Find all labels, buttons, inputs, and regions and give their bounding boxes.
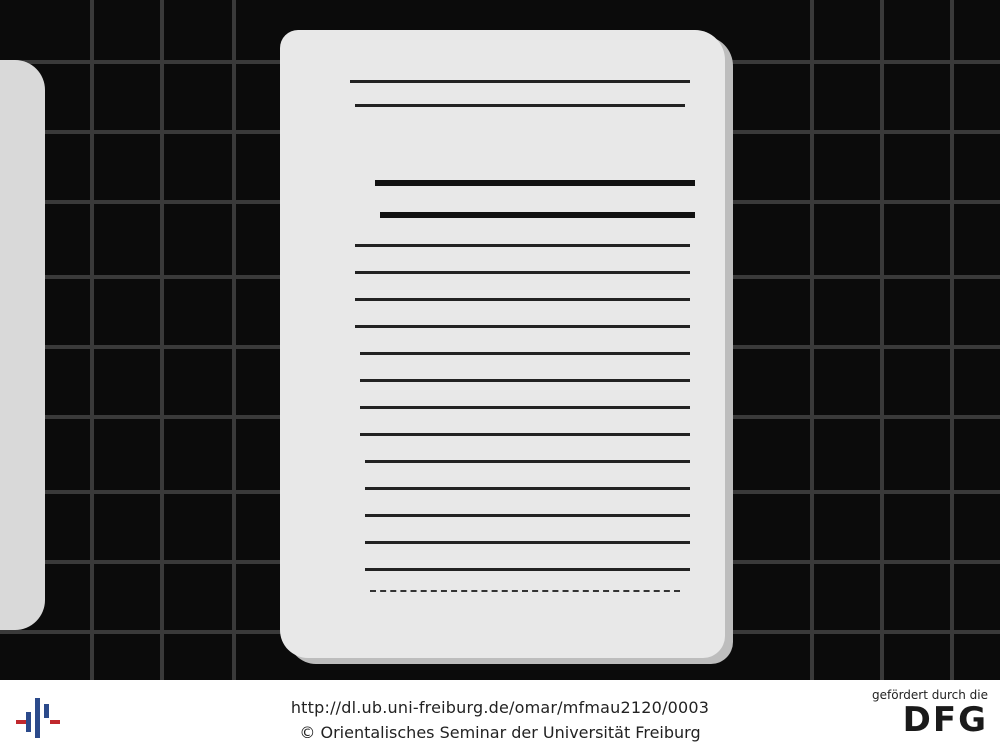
handwritten-heading <box>375 180 695 186</box>
grid-line <box>950 0 954 680</box>
handwritten-line <box>365 541 690 544</box>
sponsor-caption: gefördert durch die <box>872 688 988 702</box>
handwritten-line <box>360 433 690 436</box>
manuscript-page <box>280 30 725 658</box>
handwritten-line <box>355 104 685 107</box>
handwritten-line <box>365 460 690 463</box>
handwritten-line <box>355 244 690 247</box>
handwritten-line <box>360 379 690 382</box>
sponsor-block <box>872 688 988 738</box>
grid-line <box>810 0 814 680</box>
handwritten-line <box>350 80 690 83</box>
handwritten-line <box>365 568 690 571</box>
document-url[interactable]: http://dl.ub.uni-freiburg.de/omar/mfmau2120/0003 <box>290 698 710 717</box>
viewer-footer <box>0 680 1000 751</box>
handwritten-line <box>360 352 690 355</box>
handwritten-line <box>365 514 690 517</box>
handwritten-line <box>360 406 690 409</box>
handwritten-line <box>355 271 690 274</box>
grid-line <box>232 0 236 680</box>
copyright-notice: © Orientalisches Seminar der Universität Freiburg <box>299 723 701 742</box>
handwritten-line <box>370 590 680 592</box>
handwritten-line <box>355 298 690 301</box>
dfg-logo: DFG <box>902 700 988 740</box>
grid-line <box>90 0 94 680</box>
handwritten-line <box>365 487 690 490</box>
adjacent-page <box>0 60 45 630</box>
handwritten-line <box>355 325 690 328</box>
grid-line <box>160 0 164 680</box>
handwritten-heading <box>380 212 695 218</box>
grid-line <box>880 0 884 680</box>
